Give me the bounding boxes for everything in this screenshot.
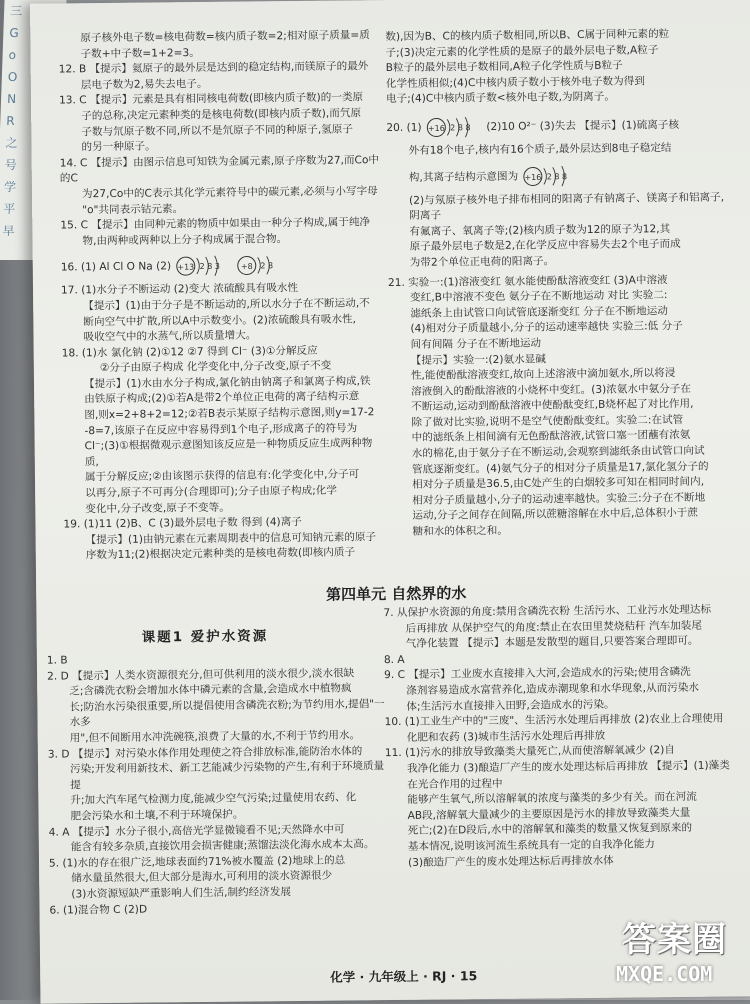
under-char: 早 xyxy=(2,224,15,238)
text-line: 用",但不间断用水冲洗碗筷,浪费了大量的水,不利于节约用水。 xyxy=(69,729,361,745)
text-line: 水的棉花,由于氨分子在不断运动,会观察到滤纸条由试管口向试 xyxy=(411,444,705,460)
atom-shell-label: 2 8 8 xyxy=(546,171,567,181)
atom-core-label: +16 xyxy=(524,172,542,182)
text-line: 后再排放 从保护空气的角度:禁止在农田里焚烧秸秆 汽车加装尾 xyxy=(405,619,702,635)
left-column-top xyxy=(58,28,384,564)
text-line: 图,则x=2+8+2=12;②若B表示某原子结构示意图,则y=17-2 xyxy=(84,406,375,422)
text-line: 乏;含磷洗衣粉会增加水体中磷元素的含量,会造成水中植物疯 xyxy=(69,682,352,698)
watermark-site: MXQE.COM xyxy=(616,962,713,986)
text-line: (2)与氖原子核外电子排布相同的阳离子有钠离子、镁离子和铝离子,阴离子 xyxy=(409,191,725,222)
atom-shell-label: 2 8 xyxy=(260,261,274,271)
text-line: 19. (1)11 (2)B、C (3)最外层电子数 得到 (4)离子 xyxy=(63,516,302,531)
page-footer: 化学 · 九年级上 · RJ · 15 xyxy=(330,968,478,985)
text-line: 气净化装置 【提示】本题是发散型的题目,只要答案合理即可。 xyxy=(405,634,699,651)
text-line: 11. (1)污水的排放导致藻类大量死亡,从而使溶解氧减少 (2)自 xyxy=(384,744,675,760)
text-line: 污染;开发利用新技术、新工艺能减少污染物的产生,有利于环境质量提 xyxy=(69,760,385,792)
text-line: 1. B xyxy=(46,654,68,667)
text-line: 13. C 【提示】元素是具有相同核电荷数(即核内质子数)的一类原 xyxy=(58,91,364,107)
text-line: 相对分子质量越小,分子的运动速率越快。实验三:分子在不断地 xyxy=(412,491,706,507)
text-line: 层电子数为2,易失去电子。 xyxy=(80,77,208,92)
text-line: 4. A 【提示】水分子很小,高倍光学显微镜看不见;天然降水中可 xyxy=(48,823,345,839)
text-line xyxy=(387,162,732,190)
text-line: 6. (1)混合物 C (2)D xyxy=(49,903,148,917)
under-char: G xyxy=(9,26,19,40)
text-line: 3. D 【提示】对污染水体作用处理使之符合排放标准,能防治水体的 xyxy=(47,744,363,761)
text-line: 间有间隔 分子在不断地运动 xyxy=(410,337,542,351)
watermark-text: 答案圈 xyxy=(622,920,727,960)
atom-core-label: +8 xyxy=(240,262,253,272)
text-line: 【提示】实验一:(2)氨水显碱 xyxy=(410,352,546,367)
text-line: 【提示】(1)由于分子是不断运动的,所以水分子在不断运动,不 xyxy=(83,297,370,313)
text-line: 以再分,原子不可再分(合理即可);分子由原子构成;化学 xyxy=(85,484,338,500)
text-line: 【提示】(1)由钠元素在元素周期表中的信息可知钠元素的原子 xyxy=(85,530,377,547)
under-char: 平 xyxy=(2,202,16,216)
text-line: Cl⁻;(3)①根据微观示意图知该反应是一种物质反应生成两种物质, xyxy=(84,437,373,469)
text-line: 属于分解反应;②由该图示获得的信息有:化学变化中,分子可 xyxy=(84,468,360,484)
text-line: 的另一种原子。 xyxy=(81,140,156,154)
text-line: ②分子由原子构成 化学变化中,分子改变,原子不变 xyxy=(99,359,332,375)
text-line: 子数与氘原子数不同,所以不是氘原子不同的种原子,氢原子 xyxy=(81,122,353,138)
text-line: 14. C 【提示】由图示信息可知铁为金属元素,原子序数为27,而Co中的C xyxy=(59,153,380,185)
text-line: (3)水资源短缺严重影响人们生活,制约经济发展 xyxy=(71,885,292,901)
text-line: 除了做对比实验,说明不是空气使酚酞变红。实验二:在试管 xyxy=(411,413,684,429)
left-column-bottom xyxy=(47,650,390,919)
under-char: N xyxy=(6,92,17,106)
text-line: 子;(3)决定元素的化学性质的是原子的最外层电子数,A粒子 xyxy=(385,43,659,59)
text-line: 原子核外电子数=核电荷数=核内质子数=2;相对原子质量=质 xyxy=(80,29,370,45)
text-line: 肥会污染水和土壤,不利于环境保护。 xyxy=(70,808,244,823)
text-line: 5. (1)水的存在很广泛,地球表面约71%被水覆盖 (2)地球上的总 xyxy=(48,854,346,870)
text-line: 原子最外层电子数是2,在化学反应中容易失去2个电子而成 xyxy=(409,238,681,254)
text-line: 18. (1)水 氯化钠 (2)①12 ②7 得到 Cl⁻ (3)①分解反应 xyxy=(61,344,318,360)
text-line: 为带2个单位正电荷的阳离子。 xyxy=(409,255,555,269)
q20-text: (2)10 O²⁻ (3)失去 【提示】(1)硫离子核 xyxy=(486,118,680,133)
text-line: 子的总称,决定元素种类的是核电荷数(即核内质子数),而氕原 xyxy=(81,107,362,123)
text-line: AB段,溶解氧大量减少的主要原因是污水的排放导致藻类大量 xyxy=(407,806,691,822)
atom-shell-label: 2 8 3 xyxy=(199,262,220,272)
text-line: (4)相对分子质量越小,分子的运动速率越快 实验三:低 分子 xyxy=(410,320,683,336)
text-line: 不断运动,运动到酚酞溶液中使酚酞变红,B烧杯起了对比作用, xyxy=(411,398,694,414)
text-line: 体;生活污水直接排入田野,会造成水的污染。 xyxy=(406,698,615,713)
under-char: 号 xyxy=(4,158,18,172)
text-line: 中的滤纸条上相间滴有无色酚酞溶液,试管口塞一团蘸有浓氨 xyxy=(411,429,691,445)
oxygen-ion-diagram xyxy=(236,253,294,278)
unit-title: 第四单元 自然界的水 xyxy=(326,584,467,604)
text-line: 有氟离子、氧离子等;(2)核内质子数为12的原子为12,其 xyxy=(409,222,671,238)
text-line: 我净化能力 (3)酿造厂产生的废水处理达标后再排放 【提示】(1)藻类在光合作用的过程中 xyxy=(406,759,730,791)
under-char: O xyxy=(7,70,18,84)
text-line: 管底逐渐变红。(4)氨气分子的相对分子质量是17,氯化氢分子的 xyxy=(411,460,709,476)
text-line: 运动,分子之间存在间隔,所以蔗糖溶解在水中后,总体积小于蔗 xyxy=(412,507,699,523)
text-line: 15. C 【提示】由同种元素的物质中如果由一种分子构成,属于纯净 xyxy=(60,216,371,232)
lesson-title: 课题1 爱护水资源 xyxy=(141,628,269,646)
text-line: 为27,Co中的C表示其化学元素符号中的碳元素,必须与小写字母 xyxy=(81,185,378,201)
text-line: 基本情况,说明该河流生系统具有一定的自我净化能力 xyxy=(407,838,655,853)
answer-page xyxy=(30,0,750,1004)
sulfur-ion-diagram-2 xyxy=(521,164,579,189)
text-line: 序数为11;(2)根据决定元素种类的是核电荷数(即核内质子 xyxy=(85,546,356,562)
text-line: 2. D 【提示】人类水资源很充分,但可供利用的淡水很少,淡水很缺 xyxy=(46,667,355,683)
text-line: 电子;(4)C中核内质子数<核外电子数,为阴离子。 xyxy=(385,91,615,106)
aluminum-ion-diagram xyxy=(174,254,232,279)
text-line: B粒子的最外层电子数相同,A粒子化学性质与B粒子 xyxy=(385,59,623,75)
q16-line xyxy=(61,252,381,279)
text-line: 能含有较多杂质,直接饮用会损害健康;蒸馏法淡化海水成本太高。 xyxy=(70,838,375,854)
text-line: 17. (1)水分子不断运动 (2)变大 浓硫酸具有吸水性 xyxy=(60,282,299,297)
under-char: 之 xyxy=(5,136,18,150)
text-line: (3)酿造厂产生的废水处理达标后再排放水体 xyxy=(407,854,614,869)
text-line: 糖和水的体积之和。 xyxy=(412,524,508,538)
text-line: 12. B 【提示】氦原子的最外层是达到的稳定结构,而镁原子的最外 xyxy=(58,60,369,76)
q20-line xyxy=(386,112,731,140)
under-char: 学 xyxy=(3,180,17,194)
text-line: 涤剂容易造成水富营养化,造成赤潮现象和水华现象,从而污染水 xyxy=(406,681,700,697)
right-column-bottom xyxy=(383,602,736,871)
text-line: 外有18个电子,核内有16个质子,最外层达到8电子稳定结 xyxy=(408,142,672,157)
text-line: "o"共同表示钴元素。 xyxy=(82,202,184,216)
q20-label: 20. (1) xyxy=(386,121,422,135)
text-line: 变化中,分子改变,原子不变等。 xyxy=(85,501,230,515)
text-line: 数),因为B、C的核内质子数相同,所以B、C属于同种元素的粒 xyxy=(385,28,670,44)
text-line: 子数+中子数=1+2=3。 xyxy=(80,46,200,60)
text-line: 滤纸条上由试管口向试管底逐渐变红 分子在不断地运动 xyxy=(410,304,668,320)
text-line: 长;防治水污染很重要,所以提倡使用含磷洗衣粉;为节约用水,提倡"一水多 xyxy=(69,697,385,729)
q16-text: 16. (1) Al Cl O Na (2) xyxy=(60,260,172,274)
under-char: R xyxy=(6,114,15,128)
text-line: 【提示】(1)水由水分子构成,氯化钠由钠离子和氯离子构成,铁 xyxy=(83,375,371,391)
text-line: 化学性质相似;(4)C中核内质子数小于核外电子数为得到 xyxy=(385,75,645,90)
under-char: 三 xyxy=(9,4,23,18)
text-line: 10. (1)工业生产中的"三废"、生活污水处理后再排放 (2)农业上合理使用 xyxy=(384,712,724,729)
text-line: 储水量虽然很大,但大部分是海水,可利用的淡水资源很少 xyxy=(71,869,333,885)
text-line: 21. 实验一:(1)溶液变红 氨水能使酚酞溶液变红 (3)A中溶液 xyxy=(387,273,668,289)
text-line: 能够产生氧气,所以溶解氧的浓度与藻类的多少有关。而在河流 xyxy=(407,790,697,806)
sulfur-ion-diagram xyxy=(425,115,483,140)
text-span: 构,其离子结构示意图为 xyxy=(408,170,519,184)
right-column-top xyxy=(385,26,735,540)
text-line: 7. 从保护水资源的角度:禁用含磷洗衣粉 生活污水、工业污水处理达标 xyxy=(383,603,712,620)
under-char: o xyxy=(8,48,17,62)
atom-core-label: +13 xyxy=(177,262,195,273)
text-line: 物,由两种或两种以上分子构成属于混合物。 xyxy=(82,232,288,247)
text-line: 升;加大汽车尾气检测力度,能减少空气污染;过量使用农药、化 xyxy=(70,791,357,807)
text-line: 化肥和农药 (3)城市生活污水处理后再排放 xyxy=(406,729,606,744)
text-line: 由铁原子构成;(2)①若A是带2个单位正电荷的离子结构示意 xyxy=(84,390,360,406)
text-line: -8=7,该原子在反应中容易得到1个电子,形成离子的符号为 xyxy=(84,422,358,437)
text-line: 相对分子质量是36.5,由C处产生的白烟较多可知在相同时间内, xyxy=(412,475,705,492)
text-line: 9. C 【提示】工业废水直接排入大河,会造成水的污染;使用含磷洗 xyxy=(384,666,691,682)
text-line: 死亡;(2)在D段后,水中的溶解氧和藻类的数量又恢复到原来的 xyxy=(407,822,693,838)
watermark xyxy=(612,912,737,992)
text-line: 性,能使酚酞溶液变红,故向上述溶液中滴加氨水,所以将浸 xyxy=(410,367,676,382)
text-line: 溶液倒入的酚酞溶液的小烧杯中变红。(3)浓氨水中氨分子在 xyxy=(411,382,692,398)
atom-shell-label: 2 8 8 xyxy=(449,123,471,133)
text-line: 8. A xyxy=(383,653,405,666)
text-line: 断向空气中扩散,所以A中示数变小。(2)浓硫酸具有吸水性, xyxy=(83,312,357,328)
atom-core-label: +16 xyxy=(427,123,445,134)
text-line: 吸收空气中的水蒸气,所以质量增大。 xyxy=(83,329,257,344)
text-line: 变红,B中溶液不变色 氨分子在不断地运动 对比 实验二: xyxy=(410,289,668,304)
